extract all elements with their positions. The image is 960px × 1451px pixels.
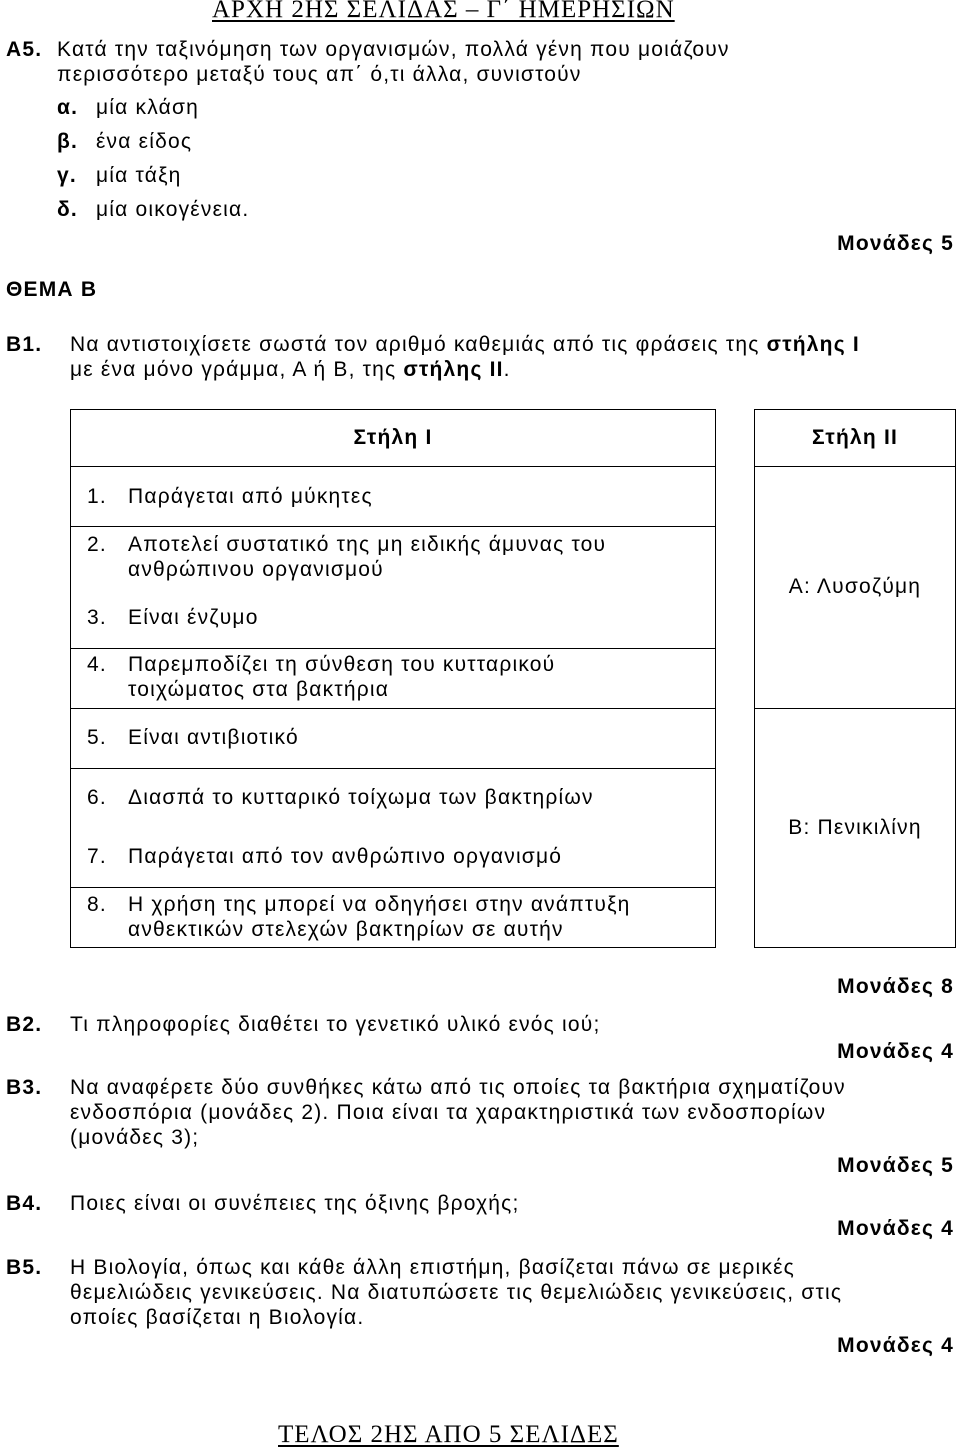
- answer-a-lysozyme: Α: Λυσοζύμη: [788, 575, 922, 598]
- a5-option-letter: δ.: [57, 198, 78, 221]
- column-2-cell-a: [754, 466, 956, 709]
- question-number-b3: Β3.: [6, 1076, 43, 1099]
- b3-text-line-2: ενδοσπόρια (μονάδες 2). Ποια είναι τα χαρακτηριστικά των ενδοσπορίων: [70, 1101, 827, 1124]
- page-footer: ΤΕΛΟΣ 2ΗΣ ΑΠΟ 5 ΣΕΛΙΔΕΣ: [278, 1421, 619, 1448]
- page-header: ΑΡΧΗ 2ΗΣ ΣΕΛΙΔΑΣ – Γ΄ ΗΜΕΡΗΣΙΩΝ: [212, 0, 675, 23]
- b5-text-line-3: οποίες βασίζεται η Βιολογία.: [70, 1306, 365, 1329]
- question-number-b1: Β1.: [6, 333, 43, 356]
- row-text: Είναι ένζυμο: [128, 606, 259, 629]
- row-text: Η χρήση της μπορεί να οδηγήσει στην ανάπτυξη: [128, 893, 631, 916]
- row-number: 6.: [87, 786, 107, 809]
- row-number: 5.: [87, 726, 107, 749]
- row-text-continued: ανθεκτικών στελεχών βακτηρίων σε αυτήν: [128, 918, 564, 941]
- table-row: [70, 708, 716, 769]
- table-header-col2: [754, 409, 956, 467]
- b5-points: Μονάδες 4: [837, 1334, 954, 1357]
- row-number: 2.: [87, 533, 107, 556]
- question-number-b4: Β4.: [6, 1192, 43, 1215]
- row-text: Αποτελεί συστατικό της μη ειδικής άμυνας του: [128, 533, 607, 556]
- a5-option-letter: β.: [57, 130, 79, 153]
- question-number-b2: Β2.: [6, 1013, 43, 1036]
- table-row: [70, 887, 716, 948]
- table-header-col1: [70, 409, 716, 467]
- b1-text-line-2-end: .: [503, 358, 511, 381]
- b4-text: Ποιες είναι οι συνέπειες της όξινης βροχής;: [70, 1192, 520, 1215]
- row-text: Είναι αντιβιοτικό: [128, 726, 299, 749]
- a5-option-text: ένα είδος: [96, 130, 193, 153]
- row-number: 4.: [87, 653, 107, 676]
- row-text: Παράγεται από μύκητες: [128, 485, 373, 508]
- b1-text-line-2: [70, 358, 511, 382]
- b3-text-line-3: (μονάδες 3);: [70, 1126, 200, 1149]
- a5-option-letter: α.: [57, 96, 79, 119]
- b2-points: Μονάδες 4: [837, 1040, 954, 1063]
- question-number-a5: Α5.: [6, 38, 43, 61]
- b3-text-line-1: Να αναφέρετε δύο συνθήκες κάτω από τις οποίες τα βακτήρια σχηματίζουν: [70, 1076, 846, 1099]
- row-number: 3.: [87, 606, 107, 629]
- a5-option-text: μία τάξη: [96, 164, 182, 187]
- b3-points: Μονάδες 5: [837, 1154, 954, 1177]
- b1-text-line-1-bold: στήλης Ι: [766, 333, 860, 356]
- b2-text: Τι πληροφορίες διαθέτει το γενετικό υλικό ενός ιού;: [70, 1013, 601, 1036]
- a5-points: Μονάδες 5: [837, 232, 954, 255]
- row-text: Διασπά το κυτταρικό τοίχωμα των βακτηρίων: [128, 786, 594, 809]
- row-text-continued: τοιχώματος στα βακτήρια: [128, 678, 390, 701]
- row-number: 7.: [87, 845, 107, 868]
- row-number: 8.: [87, 893, 107, 916]
- answer-b-penicillin: Β: Πενικιλίνη: [788, 816, 922, 839]
- a5-text-line-1: Κατά την ταξινόμηση των οργανισμών, πολλά γένη που μοιάζουν: [57, 38, 730, 61]
- row-text: Παρεμποδίζει τη σύνθεση του κυτταρικού: [128, 653, 556, 676]
- column-1-header: Στήλη Ι: [353, 426, 433, 449]
- table-row: [70, 648, 716, 709]
- table-row-group: [70, 526, 716, 649]
- b1-text-line-1-normal: Να αντιστοιχίσετε σωστά τον αριθμό καθεμιάς από τις φράσεις της: [70, 333, 767, 356]
- table-row-group: [70, 768, 716, 888]
- a5-option-text: μία κλάση: [96, 96, 200, 119]
- b1-text-line-1: [70, 333, 860, 357]
- a5-option-text: μία οικογένεια.: [96, 198, 250, 221]
- a5-text-line-2: περισσότερο μεταξύ τους απ΄ ό,τι άλλα, συνιστούν: [57, 63, 582, 86]
- b5-text-line-1: Η Βιολογία, όπως και κάθε άλλη επιστήμη, βασίζεται πάνω σε μερικές: [70, 1256, 795, 1279]
- table-row: [70, 466, 716, 527]
- row-number: 1.: [87, 485, 107, 508]
- column-2-cell-b: [754, 708, 956, 948]
- b4-points: Μονάδες 4: [837, 1217, 954, 1240]
- row-text-continued: ανθρώπινου οργανισμού: [128, 558, 384, 581]
- b1-text-line-2-normal: με ένα μόνο γράμμα, Α ή Β, της: [70, 358, 404, 381]
- b1-text-line-2-bold: στήλης ΙΙ: [403, 358, 504, 381]
- question-number-b5: Β5.: [6, 1256, 43, 1279]
- b1-points: Μονάδες 8: [837, 975, 954, 998]
- b5-text-line-2: θεμελιώδεις γενικεύσεις. Να διατυπώσετε τις θεμελιώδεις γενικεύσεις, στις: [70, 1281, 843, 1304]
- section-title-theme-b: ΘΕΜΑ Β: [6, 278, 98, 301]
- column-2-header: Στήλη ΙΙ: [811, 426, 899, 449]
- a5-option-letter: γ.: [57, 164, 77, 187]
- row-text: Παράγεται από τον ανθρώπινο οργανισμό: [128, 845, 563, 868]
